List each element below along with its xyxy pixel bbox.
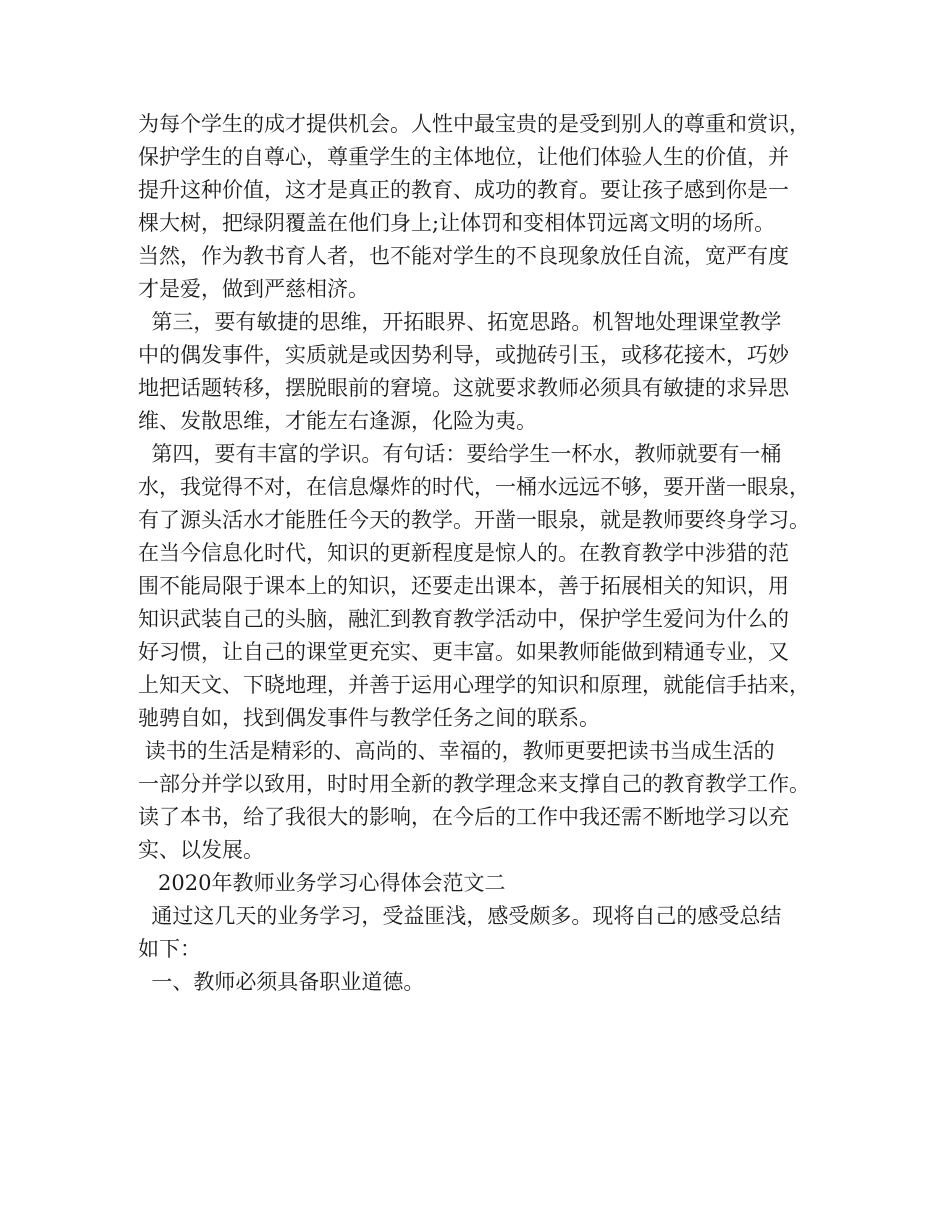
document-body — [138, 108, 818, 999]
text-line: 读了本书，给了我很大的影响，在今后的工作中我还需不断地学习以充 — [138, 805, 789, 829]
text-line: 棵大树，把绿阴覆盖在他们身上;让体罚和变相体罚远离文明的场所。 — [138, 211, 776, 235]
text-line: 当然，作为教书育人者，也不能对学生的不良现象放任自流，宽严有度 — [138, 244, 789, 268]
text-line: 第四，要有丰富的学识。有句话：要给学生一杯水，教师就要有一桶 — [138, 442, 782, 466]
text-line: 在当今信息化时代，知识的更新程度是惊人的。在教育教学中涉猎的范 — [138, 541, 789, 565]
text-line: 通过这几天的业务学习，受益匪浅，感受颇多。现将自己的感受总结 — [138, 904, 782, 928]
text-line: 有了源头活水才能胜任今天的教学。开凿一眼泉，就是教师要终身学习。 — [138, 508, 810, 532]
text-line: 读书的生活是精彩的、高尚的、幸福的，教师更要把读书当成生活的 — [138, 739, 775, 763]
section-heading: 2020年教师业务学习心得体会范文二 — [138, 871, 506, 895]
text-line: 中的偶发事件，实质就是或因势利导，或抛砖引玉，或移花接木，巧妙 — [138, 343, 789, 367]
text-line: 第三，要有敏捷的思维，开拓眼界、拓宽思路。机智地处理课堂教学 — [138, 310, 782, 334]
text-line: 保护学生的自尊心，尊重学生的主体地位，让他们体验人生的价值，并 — [138, 145, 789, 169]
text-line: 如下： — [138, 937, 201, 961]
text-line: 好习惯，让自己的课堂更充实、更丰富。如果教师能做到精通专业，又 — [138, 640, 789, 664]
text-line: 为每个学生的成才提供机会。人性中最宝贵的是受到别人的尊重和赏识， — [138, 112, 810, 136]
text-line: 实、以发展。 — [138, 838, 264, 862]
text-line: 才是爱，做到严慈相济。 — [138, 277, 369, 301]
text-line: 一部分并学以致用，时时用全新的教学理念来支撑自己的教育教学工作。 — [138, 772, 810, 796]
text-line: 围不能局限于课本上的知识，还要走出课本，善于拓展相关的知识，用 — [138, 574, 789, 598]
text-line: 提升这种价值，这才是真正的教育、成功的教育。要让孩子感到你是一 — [138, 178, 789, 202]
text-line: 上知天文、下晓地理，并善于运用心理学的知识和原理，就能信手拈来， — [138, 673, 810, 697]
text-line: 维、发散思维，才能左右逢源，化险为夷。 — [138, 409, 537, 433]
text-line: 水，我觉得不对，在信息爆炸的时代，一桶水远远不够，要开凿一眼泉， — [138, 475, 810, 499]
text-line: 驰骋自如，找到偶发事件与教学任务之间的联系。 — [138, 706, 600, 730]
text-line: 地把话题转移，摆脱眼前的窘境。这就要求教师必须具有敏捷的求异思 — [138, 376, 789, 400]
text-line: 知识武装自己的头脑，融汇到教育教学活动中，保护学生爱问为什么的 — [138, 607, 789, 631]
text-line: 一、教师必须具备职业道德。 — [138, 970, 425, 994]
